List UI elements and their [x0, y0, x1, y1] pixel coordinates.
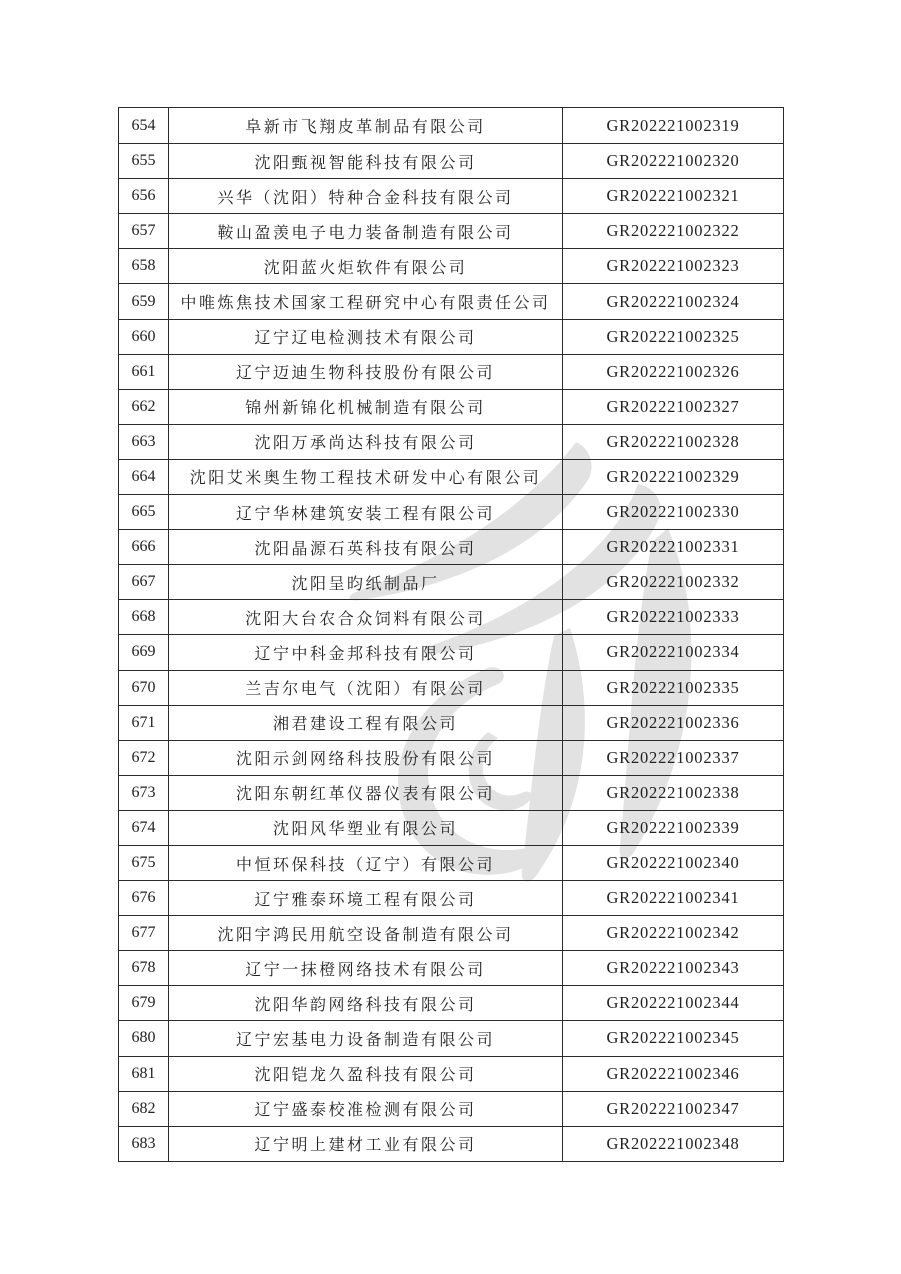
gr-code: GR202221002320: [562, 144, 783, 178]
table-row: [119, 845, 783, 880]
table-row: [119, 178, 783, 213]
row-number: 679: [131, 994, 156, 1012]
company-name: 辽宁一抹橙网络技术有限公司: [168, 951, 562, 985]
table-row: [119, 740, 783, 775]
table-row: [119, 775, 783, 810]
row-number: 666: [131, 538, 156, 556]
gr-code: GR202221002346: [562, 1057, 783, 1091]
row-number: 674: [131, 818, 156, 836]
gr-code: GR202221002343: [562, 951, 783, 985]
company-name: 辽宁迈迪生物科技股份有限公司: [168, 355, 562, 389]
row-number: 663: [131, 432, 156, 450]
table-row: [119, 108, 783, 143]
row-number: 677: [131, 924, 156, 942]
row-number: 670: [131, 678, 156, 696]
table-row: [119, 283, 783, 318]
gr-code: GR202221002348: [562, 1127, 783, 1161]
table-row: [119, 319, 783, 354]
table-row: [119, 143, 783, 178]
gr-code: GR202221002335: [562, 671, 783, 705]
company-name: 辽宁辽电检测技术有限公司: [168, 320, 562, 354]
row-number: 681: [131, 1064, 156, 1082]
company-name: 鞍山盈羡电子电力装备制造有限公司: [168, 214, 562, 248]
company-name: 沈阳大台农合众饲料有限公司: [168, 600, 562, 634]
row-number: 676: [131, 889, 156, 907]
company-name: 沈阳风华塑业有限公司: [168, 811, 562, 845]
company-name: 辽宁雅泰环境工程有限公司: [168, 881, 562, 915]
certificate-table: [118, 107, 784, 1162]
company-name: 沈阳东朝红革仪器仪表有限公司: [168, 776, 562, 810]
row-number: 654: [131, 116, 156, 134]
gr-code: GR202221002344: [562, 986, 783, 1020]
row-number: 682: [131, 1099, 156, 1117]
company-name: 沈阳万承尚达科技有限公司: [168, 425, 562, 459]
table-row: [119, 354, 783, 389]
gr-code: GR202221002324: [562, 284, 783, 318]
table-row: [119, 1020, 783, 1055]
gr-code: GR202221002339: [562, 811, 783, 845]
gr-code: GR202221002329: [562, 460, 783, 494]
row-number: 669: [131, 643, 156, 661]
company-name: 辽宁中科金邦科技有限公司: [168, 635, 562, 669]
table-row: [119, 248, 783, 283]
company-name: 辽宁宏基电力设备制造有限公司: [168, 1021, 562, 1055]
table-row: [119, 670, 783, 705]
table-row: [119, 880, 783, 915]
gr-code: GR202221002345: [562, 1021, 783, 1055]
gr-code: GR202221002325: [562, 320, 783, 354]
table-row: [119, 424, 783, 459]
table-row: [119, 985, 783, 1020]
gr-code: GR202221002326: [562, 355, 783, 389]
company-name: 中恒环保科技（辽宁）有限公司: [168, 846, 562, 880]
company-name: 兰吉尔电气（沈阳）有限公司: [168, 671, 562, 705]
row-number: 671: [131, 713, 156, 731]
table-row: [119, 599, 783, 634]
gr-code: GR202221002328: [562, 425, 783, 459]
gr-code: GR202221002331: [562, 530, 783, 564]
company-name: 辽宁明上建材工业有限公司: [168, 1127, 562, 1161]
gr-code: GR202221002333: [562, 600, 783, 634]
gr-code: GR202221002323: [562, 249, 783, 283]
table-row: [119, 1091, 783, 1126]
company-name: 沈阳艾米奥生物工程技术研发中心有限公司: [168, 460, 562, 494]
table-row: [119, 915, 783, 950]
company-name: 沈阳呈昀纸制品厂: [168, 565, 562, 599]
table-row: [119, 564, 783, 599]
company-name: 兴华（沈阳）特种合金科技有限公司: [168, 179, 562, 213]
company-name: 辽宁盛泰校准检测有限公司: [168, 1092, 562, 1126]
company-name: 沈阳华韵网络科技有限公司: [168, 986, 562, 1020]
gr-code: GR202221002332: [562, 565, 783, 599]
company-name: 沈阳甄视智能科技有限公司: [168, 144, 562, 178]
row-number: 656: [131, 187, 156, 205]
row-number: 665: [131, 503, 156, 521]
row-number: 655: [131, 152, 156, 170]
gr-code: GR202221002334: [562, 635, 783, 669]
table-row: [119, 1126, 783, 1161]
company-name: 沈阳蓝火炬软件有限公司: [168, 249, 562, 283]
table-row: [119, 705, 783, 740]
table-row: [119, 1056, 783, 1091]
row-number: 661: [131, 362, 156, 380]
gr-code: GR202221002342: [562, 916, 783, 950]
row-number: 662: [131, 397, 156, 415]
gr-code: GR202221002322: [562, 214, 783, 248]
row-number: 668: [131, 608, 156, 626]
company-name: 湘君建设工程有限公司: [168, 706, 562, 740]
table-row: [119, 529, 783, 564]
company-name: 锦州新锦化机械制造有限公司: [168, 390, 562, 424]
company-name: 辽宁华林建筑安装工程有限公司: [168, 495, 562, 529]
company-name: 沈阳宇鸿民用航空设备制造有限公司: [168, 916, 562, 950]
gr-code: GR202221002330: [562, 495, 783, 529]
row-number: 667: [131, 573, 156, 591]
company-name: 中唯炼焦技术国家工程研究中心有限责任公司: [168, 284, 562, 318]
row-number: 660: [131, 327, 156, 345]
gr-code: GR202221002347: [562, 1092, 783, 1126]
row-number: 675: [131, 854, 156, 872]
gr-code: GR202221002321: [562, 179, 783, 213]
table-row: [119, 459, 783, 494]
gr-code: GR202221002340: [562, 846, 783, 880]
table-row: [119, 810, 783, 845]
row-number: 673: [131, 783, 156, 801]
row-number: 657: [131, 222, 156, 240]
row-number: 680: [131, 1029, 156, 1047]
gr-code: GR202221002337: [562, 741, 783, 775]
gr-code: GR202221002327: [562, 390, 783, 424]
row-number: 658: [131, 257, 156, 275]
row-number: 683: [131, 1134, 156, 1152]
row-number: 678: [131, 959, 156, 977]
company-name: 沈阳示剑网络科技股份有限公司: [168, 741, 562, 775]
company-name: 沈阳晶源石英科技有限公司: [168, 530, 562, 564]
table-row: [119, 213, 783, 248]
company-name: 沈阳铠龙久盈科技有限公司: [168, 1057, 562, 1091]
gr-code: GR202221002319: [562, 108, 783, 143]
table-row: [119, 634, 783, 669]
row-number: 664: [131, 467, 156, 485]
gr-code: GR202221002336: [562, 706, 783, 740]
gr-code: GR202221002341: [562, 881, 783, 915]
company-name: 阜新市飞翔皮革制品有限公司: [168, 108, 562, 143]
table-row: [119, 950, 783, 985]
row-number: 672: [131, 748, 156, 766]
table-row: [119, 494, 783, 529]
table-row: [119, 389, 783, 424]
gr-code: GR202221002338: [562, 776, 783, 810]
row-number: 659: [131, 292, 156, 310]
